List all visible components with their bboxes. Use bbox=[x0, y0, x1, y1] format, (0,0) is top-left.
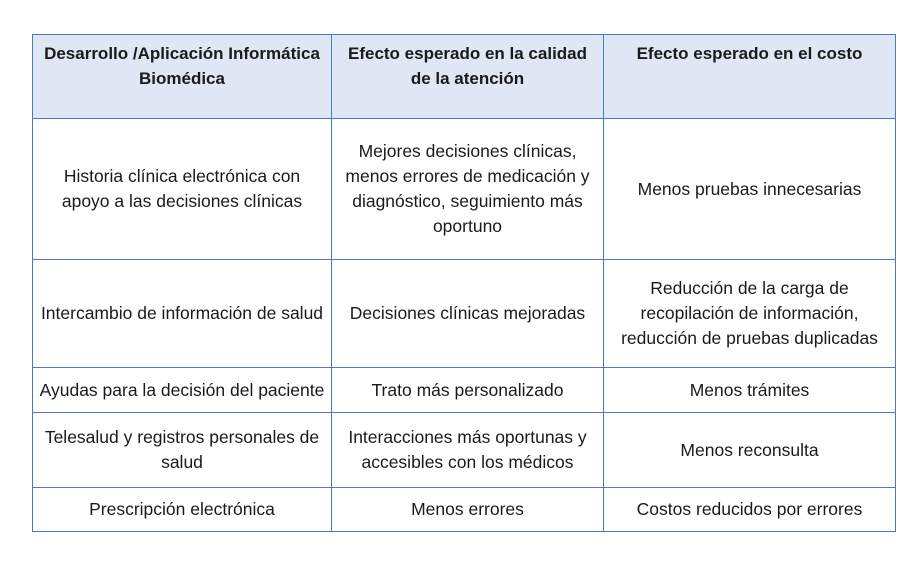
cell-cost-effect: Menos trámites bbox=[604, 368, 896, 413]
table-row bbox=[33, 119, 896, 260]
cell-cost-effect: Menos pruebas innecesarias bbox=[604, 119, 896, 260]
comparison-table bbox=[32, 34, 896, 532]
cell-cost-effect: Reducción de la carga de recopilación de información, reducción de pruebas duplicadas bbox=[604, 260, 896, 368]
header-application: Desarrollo /Aplicación Informática Biomédica bbox=[33, 35, 332, 119]
table-row bbox=[33, 488, 896, 532]
table-row bbox=[33, 368, 896, 413]
table-row bbox=[33, 260, 896, 368]
cell-quality-effect: Interacciones más oportunas y accesibles con los médicos bbox=[332, 413, 604, 488]
cell-application: Ayudas para la decisión del paciente bbox=[33, 368, 332, 413]
table-header-row bbox=[33, 35, 896, 119]
cell-application: Prescripción electrónica bbox=[33, 488, 332, 532]
cell-quality-effect: Mejores decisiones clínicas, menos errores de medicación y diagnóstico, seguimiento más oportuno bbox=[332, 119, 604, 260]
cell-quality-effect: Menos errores bbox=[332, 488, 604, 532]
cell-quality-effect: Trato más personalizado bbox=[332, 368, 604, 413]
cell-application: Telesalud y registros personales de salud bbox=[33, 413, 332, 488]
header-quality-effect: Efecto esperado en la calidad de la atención bbox=[332, 35, 604, 119]
cell-application: Historia clínica electrónica con apoyo a las decisiones clínicas bbox=[33, 119, 332, 260]
cell-cost-effect: Menos reconsulta bbox=[604, 413, 896, 488]
cell-cost-effect: Costos reducidos por errores bbox=[604, 488, 896, 532]
cell-application: Intercambio de información de salud bbox=[33, 260, 332, 368]
cell-quality-effect: Decisiones clínicas mejoradas bbox=[332, 260, 604, 368]
header-cost-effect: Efecto esperado en el costo bbox=[604, 35, 896, 119]
table-row bbox=[33, 413, 896, 488]
